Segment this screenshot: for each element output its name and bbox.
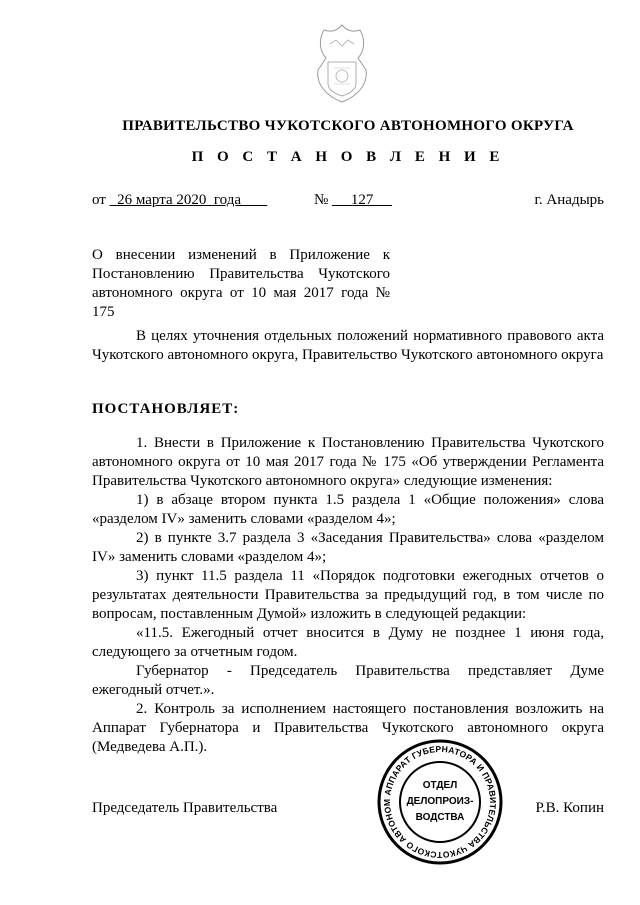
document-subject [92, 246, 390, 322]
body-paragraph: 1. Внести в Приложение к Постановлению Правительства Чукотского автономного округа от 10 мая 2017 года № 175 «Об утверждении Регламента Правительства Чукотского автономного округа» следующие изменения: [92, 435, 604, 489]
resolve-heading: ПОСТАНОВЛЯЕТ: [92, 401, 240, 417]
stamp-line: ВОДСТВА [415, 812, 465, 823]
body-paragraph: 1) в абзаце втором пункта 1.5 раздела 1 «Общие положения» слова «разделом IV» заменить словами «разделом 4»; [92, 492, 604, 527]
body-paragraph: «11.5. Ежегодный отчет вносится в Думу не позднее 1 июня года, следующего за отчетным годом. [92, 625, 604, 660]
coat-of-arms-icon [306, 22, 378, 106]
document-body [92, 434, 604, 757]
stamp-line: ОТДЕЛ [422, 780, 458, 791]
number-value: 127 [332, 192, 393, 208]
department-stamp [376, 738, 504, 866]
org-title: ПРАВИТЕЛЬСТВО ЧУКОТСКОГО АВТОНОМНОГО ОКРУГА [122, 118, 574, 134]
stamp-line: ДЕЛОПРОИЗ- [406, 796, 474, 807]
date-row [92, 191, 267, 210]
number-row [314, 191, 392, 210]
body-paragraph: 3) пункт 11.5 раздела 11 «Порядок подготовки ежегодных отчетов о результатах деятельности Правительства за предыдущий год, в том числе по вопросам, поставленным Думой» изложить в следующей редакции: [92, 568, 604, 622]
stamp-ring-text: АППАРАТ ГУБЕРНАТОРА И ПРАВИТЕЛЬСТВА ЧУКОТСКОГО АВТОНОМ [381, 743, 499, 861]
number-prefix: № [314, 192, 329, 208]
subject-line: автономного округа от 10 мая 2017 года № 175 [92, 285, 390, 320]
preamble-text: В целях уточнения отдельных положений нормативного правового акта Чукотского автономного округа, Правительство Чукотского автономного округа [92, 328, 604, 363]
date-prefix: от [92, 192, 106, 208]
subject-line: О внесении изменений в Приложение к [92, 247, 390, 263]
preamble [92, 327, 604, 365]
body-paragraph: Губернатор - Председатель Правительства представляет Думе ежегодный отчет.». [92, 663, 604, 698]
signatory-name: Р.В. Копин [535, 800, 604, 816]
body-paragraph: 2) в пункте 3.7 раздела 3 «Заседания Правительства» слова «разделом IV» заменить словами «разделом 4»; [92, 530, 604, 565]
date-value: 26 марта 2020 года [109, 192, 268, 208]
body-paragraph: 2. Контроль за исполнением настоящего постановления возложить на Аппарат Губернатора и Правительства Чукотского автономного округа (Медведева А.П.). [92, 701, 604, 755]
document-type: П О С Т А Н О В Л Е Н И Е [191, 149, 505, 165]
place: г. Анадырь [534, 192, 604, 208]
signatory-position: Председатель Правительства [92, 800, 278, 816]
subject-line: Постановлению Правительства Чукотского [92, 266, 390, 282]
